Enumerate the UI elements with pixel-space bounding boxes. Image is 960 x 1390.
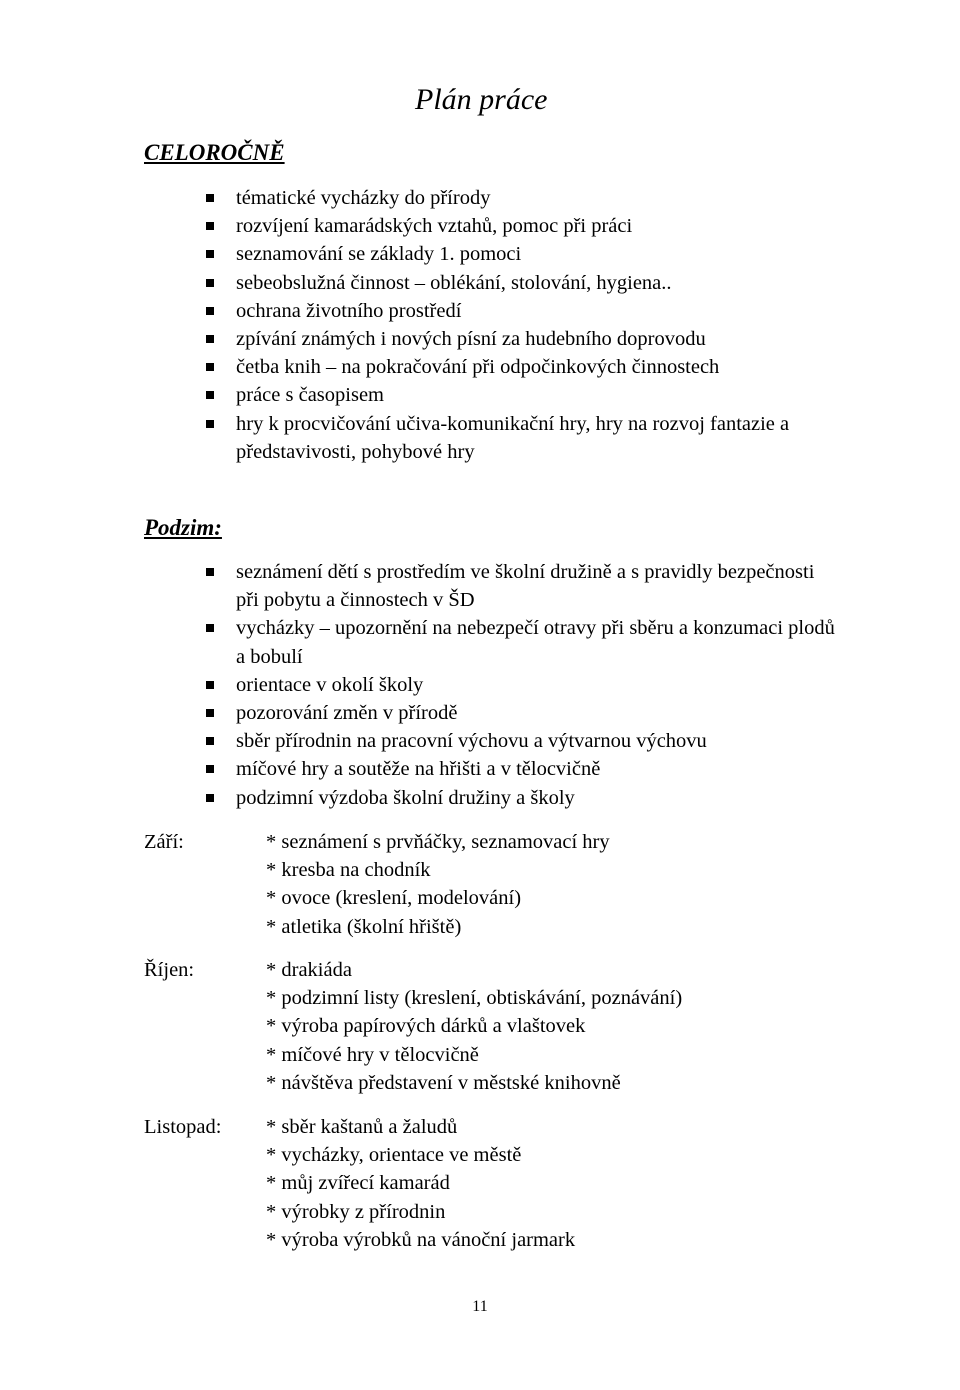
list-item-text: míčové hry a soutěže na hřišti a v tělocvičně [236,758,601,781]
list-item-text: sběr přírodnin na pracovní výchovu a výtvarnou výchovu [236,730,707,753]
list-item [236,614,836,670]
month-items-rijen [266,956,682,1097]
square-bullet-icon [206,250,214,258]
list-item: * drakiáda [266,959,352,981]
square-bullet-icon [206,279,214,287]
list-item [236,325,836,353]
square-bullet-icon [206,194,214,202]
list-item: * sběr kaštanů a žaludů [266,1116,458,1138]
celorocne-list [236,184,836,466]
square-bullet-icon [206,420,214,428]
list-item [236,671,836,699]
square-bullet-icon [206,335,214,343]
list-item: * vycházky, orientace ve městě [266,1144,522,1167]
list-item: * výroba papírových dárků a vlaštovek [266,1015,586,1038]
list-item: * kresba na chodník [266,859,431,882]
list-item [236,184,836,212]
square-bullet-icon [206,624,214,632]
list-item [236,212,836,240]
list-item-text: seznamování se základy 1. pomoci [236,243,522,266]
list-item [236,410,836,466]
list-item [236,699,836,727]
month-items-zari [266,828,610,941]
list-item-text: pozorování změn v přírodě [236,702,458,725]
list-item: * míčové hry v tělocvičně [266,1043,479,1066]
section-heading-celorocne: CELOROČNĚ [144,140,285,165]
month-label-rijen: Říjen: [144,959,195,981]
list-item-text: práce s časopisem [236,384,384,407]
page-title: Plán práce [415,83,548,116]
list-item-text: podzimní výzdoba školní družiny a školy [236,786,575,809]
square-bullet-icon [206,709,214,717]
list-item [236,727,836,755]
list-item [236,784,836,812]
list-item: * podzimní listy (kreslení, obtiskávání, poznávání) [266,987,683,1010]
page-number: 11 [472,1298,488,1315]
podzim-list [236,558,836,812]
list-item-text: orientace v okolí školy [236,673,424,696]
square-bullet-icon [206,363,214,371]
list-item: * výroba výrobků na vánoční jarmark [266,1228,576,1251]
list-item [236,755,836,783]
list-item-text: ochrana životního prostředí [236,299,462,322]
square-bullet-icon [206,681,214,689]
list-item-text: vycházky – upozornění na nebezpečí otravy při sběru a konzumaci plodů a bobulí [236,617,835,668]
list-item-text: zpívání známých i nových písní za hudebního doprovodu [236,328,706,351]
list-item-text: četba knih – na pokračování při odpočinkových činnostech [236,356,720,379]
list-item-text: tématické vycházky do přírody [236,187,491,209]
month-label-zari: Září: [144,831,184,853]
list-item-text: seznámení dětí s prostředím ve školní družině a s pravidly bezpečnosti při pobytu a činnostech v ŠD [236,561,815,612]
list-item: * můj zvířecí kamarád [266,1172,450,1195]
list-item: * atletika (školní hřiště) [266,915,462,938]
list-item: * ovoce (kreslení, modelování) [266,887,522,910]
list-item-text: sebeobslužná činnost – oblékání, stolování, hygiena.. [236,271,672,294]
square-bullet-icon [206,307,214,315]
list-item [236,297,836,325]
section-heading-podzim: Podzim: [144,515,222,540]
list-item: * seznámení s prvňáčky, seznamovací hry [266,831,610,853]
month-label-listopad: Listopad: [144,1116,222,1138]
square-bullet-icon [206,568,214,576]
list-item [236,240,836,268]
list-item-text: hry k procvičování učiva-komunikační hry, hry na rozvoj fantazie a představivosti, pohybové hry [236,412,790,463]
list-item-text: rozvíjení kamarádských vztahů, pomoc při práci [236,215,633,238]
list-item: * návštěva představení v městské knihovně [266,1071,621,1094]
square-bullet-icon [206,737,214,745]
month-items-listopad [266,1113,575,1254]
list-item [236,269,836,297]
list-item [236,558,836,614]
square-bullet-icon [206,391,214,399]
square-bullet-icon [206,794,214,802]
list-item [236,353,836,381]
list-item [236,381,836,409]
square-bullet-icon [206,765,214,773]
list-item: * výrobky z přírodnin [266,1200,446,1223]
square-bullet-icon [206,222,214,230]
